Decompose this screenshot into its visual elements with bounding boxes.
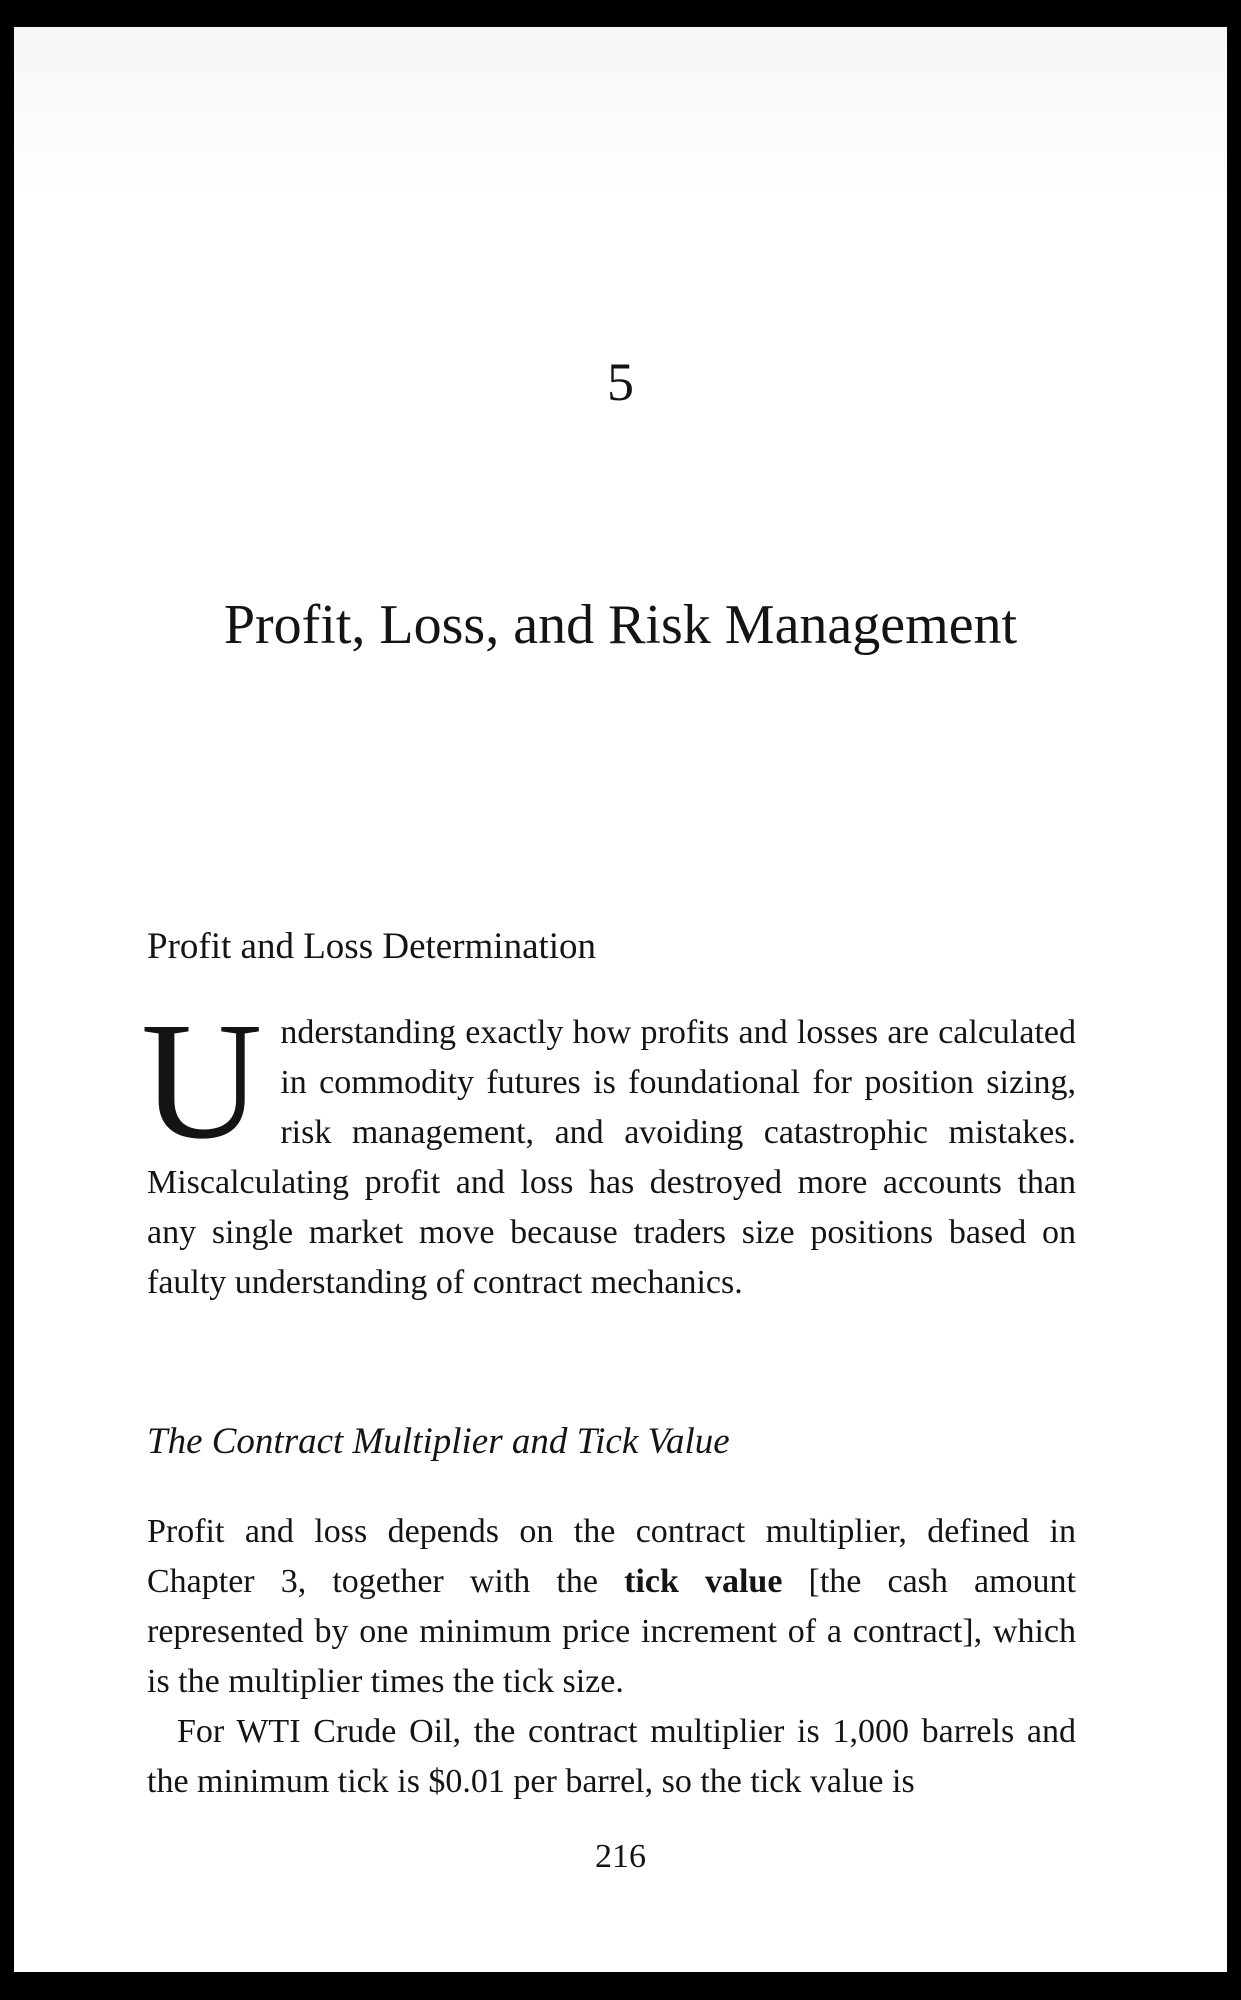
subsection-heading: The Contract Multiplier and Tick Value bbox=[147, 1421, 730, 1462]
page-number: 216 bbox=[595, 1838, 646, 1875]
chapter-number: 5 bbox=[607, 352, 634, 412]
drop-cap-letter: U bbox=[141, 988, 263, 1174]
page-top-shadow bbox=[14, 27, 1227, 197]
section-heading: Profit and Loss Determination bbox=[147, 926, 597, 967]
paragraph-text-start: Profit and loss depends on the contract multiplier, defined in Chapter 3, together with the bbox=[147, 1513, 1076, 1600]
bold-term-tick-value: tick value bbox=[624, 1563, 783, 1600]
book-page[interactable] bbox=[14, 27, 1227, 1972]
intro-text: nderstanding exactly how profits and losses are calculated in commodity futures is foundational for position sizing, risk management, and avoiding catastrophic mistakes. Miscalculating profit and loss has destroyed more accounts than any single market move because traders size positions based on faulty understanding of contract mechanics. bbox=[147, 1014, 1076, 1301]
body-paragraph-wti-example bbox=[147, 1707, 1076, 1807]
body-paragraph-tick-value bbox=[147, 1507, 1076, 1707]
chapter-title: Profit, Loss, and Risk Management bbox=[223, 594, 1018, 656]
intro-paragraph bbox=[141, 988, 1076, 1308]
paragraph-text-end: [the cash amount represented by one minimum price increment of a contract], which is the multiplier times the tick size. bbox=[147, 1563, 1076, 1700]
paragraph-text: For WTI Crude Oil, the contract multiplier is 1,000 barrels and the minimum tick is $0.01 per barrel, so the tick value is bbox=[147, 1713, 1076, 1800]
